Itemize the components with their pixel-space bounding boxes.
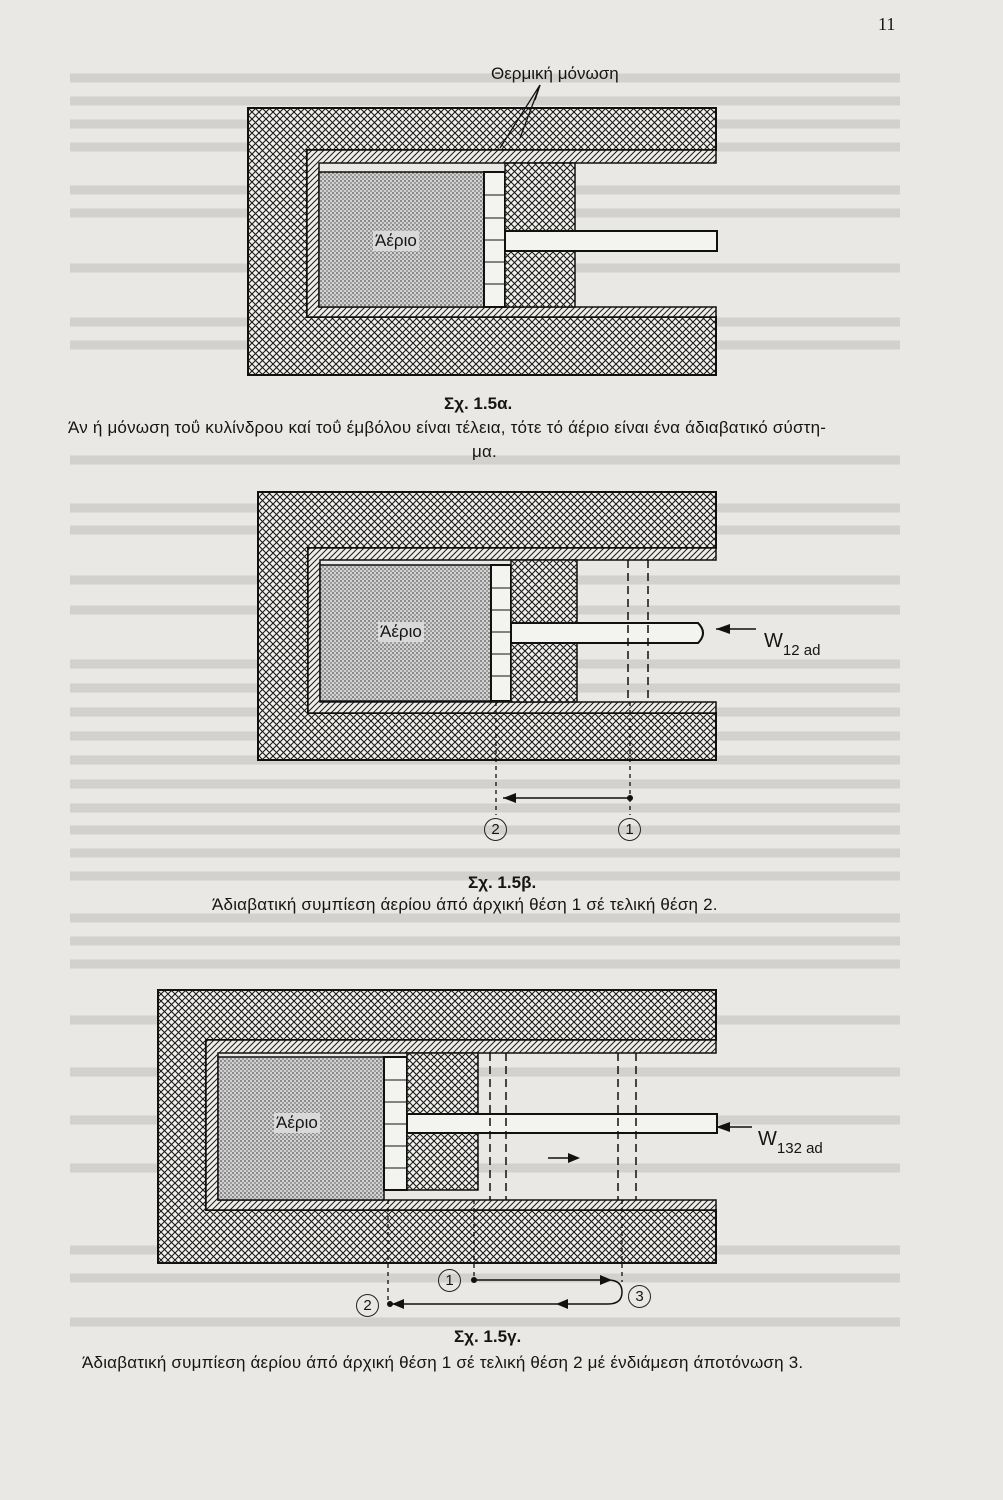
piston-rod [407, 1114, 717, 1133]
gas-label-b: Άέριο [380, 622, 422, 641]
figure-a-caption-line1: Άν ή μόνωση τοΰ κυλίνδρου καί τοΰ έμβόλου είναι τέλεια, τότε τό άέριο είναι ένα άδιαβατικό σύστη- [68, 418, 827, 437]
figure-b-title: Σχ. 1.5β. [468, 873, 537, 892]
position-marker-1: 1 [618, 818, 641, 841]
position-marker-3: 3 [628, 1285, 651, 1308]
work-label-c [758, 1128, 823, 1157]
gas-label-c: Άέριο [276, 1113, 318, 1132]
gas-label-a: Άέριο [375, 231, 417, 250]
work-subscript-b: 12 ad [782, 642, 821, 659]
figure-b-caption: Άδιαβατική συμπίεση άερίου άπό άρχική θέση 1 σέ τελική θέση 2. [212, 895, 718, 914]
page-number: 11 [878, 14, 896, 34]
figure-a-title: Σχ. 1.5α. [444, 394, 513, 413]
position-marker-2: 2 [356, 1294, 379, 1317]
work-subscript-c: 132 ad [776, 1140, 823, 1157]
figure-c-title: Σχ. 1.5γ. [454, 1327, 522, 1346]
position-marker-2: 2 [484, 818, 507, 841]
insulation-label: Θερμική μόνωση [491, 64, 619, 83]
figure-a-caption-line2: μα. [472, 442, 497, 461]
figure-c-caption: Άδιαβατική συμπίεση άερίου άπό άρχική θέση 1 σέ τελική θέση 2 μέ ένδιάμεση άποτόνωση 3. [82, 1353, 804, 1372]
work-symbol-c: W [758, 1128, 777, 1150]
position-marker-1: 1 [438, 1269, 461, 1292]
work-symbol-b: W [764, 630, 783, 652]
